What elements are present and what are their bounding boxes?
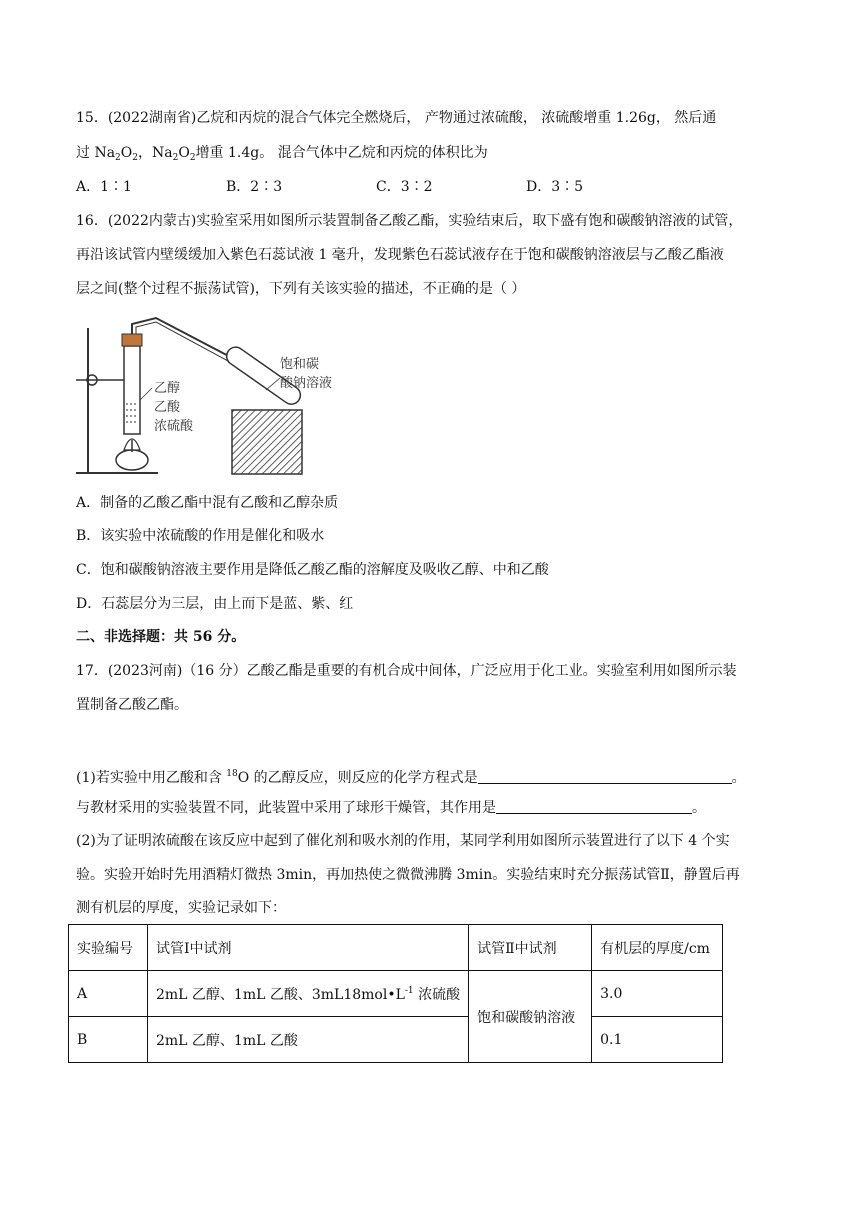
q16-line-1: 16．(2022内蒙古)实验室采用如图所示装置制备乙酸乙酯，实验结束后，取下盛有饱和碳酸钠溶液的试管， bbox=[76, 213, 743, 229]
shared-tube2-reagent: 饱和碳酸钠溶液 bbox=[469, 971, 592, 1063]
q16-option-d: D．石蕊层分为三层，由上而下是蓝、紫、红 bbox=[76, 596, 354, 612]
q16-line-3: 层之间(整个过程不振荡试管)，下列有关该实验的描述，不正确的是（ ） bbox=[76, 281, 526, 297]
q15-option-a: A．1∶1 bbox=[76, 179, 132, 195]
header-tube1-reagents: 试管Ⅰ中试剂 bbox=[148, 925, 469, 971]
q16-line-2: 再沿该试管内壁缓缓加入紫色石蕊试液 1 毫升，发现紫色石蕊试液存在于饱和碳酸钠溶液层与乙酸乙酯液 bbox=[76, 247, 724, 263]
label-sulfuric-acid: 浓硫酸 bbox=[154, 419, 194, 434]
q17-line-2: 置制备乙酸乙酯。 bbox=[76, 697, 188, 713]
row-a-thickness: 3.0 bbox=[592, 971, 723, 1017]
table-header-row bbox=[69, 925, 723, 971]
label-sodium-carbonate: 酸钠溶液 bbox=[280, 376, 333, 391]
section-heading: 二、非选择题：共 56 分。 bbox=[76, 629, 246, 645]
q17-part2-line-2: 验。实验开始时先用酒精灯微热 3min，再加热使之微微沸腾 3min。实验结束时充分振荡试管Ⅱ，静置后再 bbox=[76, 867, 740, 883]
q15-option-c: C．3∶2 bbox=[376, 179, 433, 195]
answer-blank-drying-tube[interactable] bbox=[496, 799, 692, 814]
esterification-apparatus-figure bbox=[72, 310, 372, 482]
q15-option-b: B．2∶3 bbox=[226, 179, 283, 195]
row-a-reagents: 2mL 乙醇、1mL 乙酸、$3mL18mol•L^{-1}$ 浓硫酸 bbox=[148, 971, 469, 1017]
row-a-id: A bbox=[69, 971, 148, 1017]
label-ethanol: 乙醇 bbox=[154, 381, 181, 396]
q16-option-c: C．饱和碳酸钠溶液主要作用是降低乙酸乙酯的溶解度及吸收乙醇、中和乙酸 bbox=[76, 562, 549, 578]
experiment-table bbox=[68, 924, 723, 1063]
q17-part1-line-2: 与教材采用的实验装置不同，此装置中采用了球形干燥管，其作用是 。 bbox=[76, 800, 706, 816]
reaction-tube bbox=[124, 346, 140, 434]
header-tube2-reagents: 试管Ⅱ中试剂 bbox=[469, 925, 592, 971]
q17-part1-line: (1)若实验中用乙酸和含 $^{18}$O 的乙醇反应，则反应的化学方程式是 。 bbox=[76, 769, 746, 786]
q15-line-1: 15．(2022湖南省)乙烷和丙烷的混合气体完全燃烧后， 产物通过浓硫酸， 浓硫酸增重 1.26g， 然后通 bbox=[76, 110, 717, 126]
alcohol-lamp bbox=[116, 450, 148, 470]
stopper bbox=[122, 334, 142, 346]
row-b-id: B bbox=[69, 1017, 148, 1063]
q15-option-d: D．3∶5 bbox=[526, 179, 584, 195]
q16-option-b: B．该实验中浓硫酸的作用是催化和吸水 bbox=[76, 528, 325, 544]
label-saturated: 饱和碳 bbox=[280, 357, 320, 372]
table-row bbox=[69, 971, 723, 1017]
row-b-reagents: 2mL 乙醇、1mL 乙酸 bbox=[148, 1017, 469, 1063]
q17-part2-line-3: 测有机层的厚度，实验记录如下： bbox=[76, 900, 286, 916]
q17-line-1: 17．(2023河南)（16 分）乙酸乙酯是重要的有机合成中间体，广泛应用于化工业。实验室利用如图所示装 bbox=[76, 663, 737, 679]
q16-option-a: A．制备的乙酸乙酯中混有乙酸和乙醇杂质 bbox=[76, 495, 339, 511]
table-row bbox=[69, 1017, 723, 1063]
header-organic-layer-thickness: 有机层的厚度/cm bbox=[592, 925, 723, 971]
header-experiment-id: 实验编号 bbox=[69, 925, 148, 971]
q17-part2-line-1: (2)为了证明浓硫酸在该反应中起到了催化剂和吸水剂的作用，某同学利用如图所示装置进行了以下 4 个实 bbox=[76, 833, 730, 849]
q15-line-2: 过 $Na_2O_2$，$Na_2O_2$增重 1.4g。 混合气体中乙烷和丙烷的体积比为 bbox=[76, 145, 488, 163]
wooden-block bbox=[232, 410, 302, 474]
answer-blank-equation[interactable] bbox=[478, 769, 732, 784]
label-acetic-acid: 乙酸 bbox=[154, 400, 181, 415]
row-b-thickness: 0.1 bbox=[592, 1017, 723, 1063]
